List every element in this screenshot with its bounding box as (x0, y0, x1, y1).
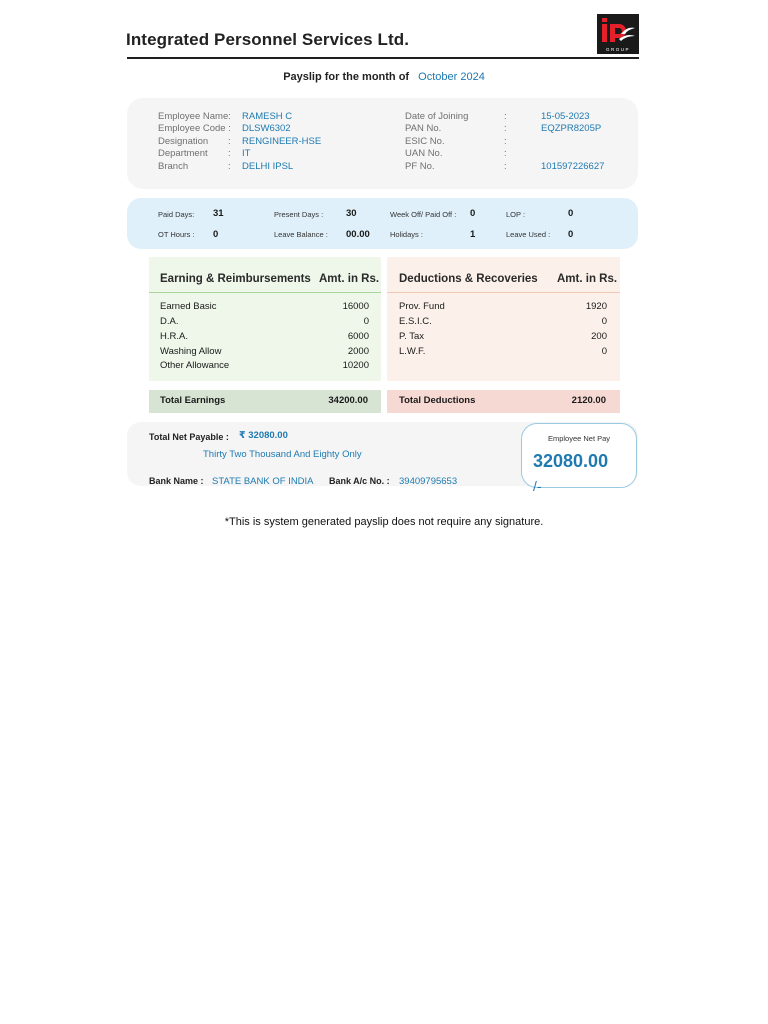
leave-balance-value: 00.00 (346, 229, 370, 240)
earnings-title: Earning & Reimbursements (160, 273, 311, 285)
earning-label: Washing Allow (160, 346, 222, 357)
company-logo (597, 14, 639, 54)
earning-amount: 10200 (342, 360, 369, 371)
deductions-amount-header: Amt. in Rs. (557, 273, 618, 285)
employee-name-label: Employee Name: (158, 111, 231, 122)
system-generated-note: *This is system generated payslip does not require any signature. (224, 516, 544, 528)
doj-colon: : (504, 111, 507, 122)
uan-colon: : (504, 148, 507, 159)
bank-account-label: Bank A/c No. : (329, 476, 390, 486)
deductions-header-divider (387, 292, 620, 293)
date-of-joining: 15-05-2023 (541, 111, 590, 122)
department: IT (242, 148, 251, 159)
bank-name-label: Bank Name : (149, 476, 204, 486)
earning-amount: 2000 (347, 346, 369, 357)
holidays-label: Holidays : (390, 230, 423, 239)
employee-net-pay-suffix: /- (533, 478, 542, 494)
total-deductions-amount: 2120.00 (571, 395, 606, 406)
earning-label: D.A. (160, 316, 179, 327)
payslip-month-line (0, 71, 768, 83)
deduction-label: Prov. Fund (399, 301, 445, 312)
esic-colon: : (504, 136, 507, 147)
designation-colon: : (228, 136, 231, 147)
branch: DELHI IPSL (242, 161, 294, 172)
designation-label: Designation (158, 136, 209, 147)
branch-colon: : (228, 161, 231, 172)
present-days-value: 30 (346, 208, 357, 219)
department-label: Department (158, 148, 208, 159)
total-earnings-bar (149, 390, 381, 413)
branch-label: Branch (158, 161, 189, 172)
leave-balance-label: Leave Balance : (274, 230, 328, 239)
payslip-label: Payslip for the month of (283, 71, 410, 83)
lop-label: LOP : (506, 210, 526, 219)
employee-net-pay-amount: 32080.00 (533, 451, 609, 471)
week-off-value: 0 (470, 208, 476, 219)
earning-amount: 16000 (342, 301, 369, 312)
attendance-card (127, 198, 638, 249)
pan-number: EQZPR8205P (541, 123, 602, 134)
total-earnings-amount: 34200.00 (328, 395, 368, 406)
net-payable-in-words: Thirty Two Thousand And Eighty Only (203, 449, 362, 460)
ot-hours-label: OT Hours : (158, 230, 195, 239)
svg-text:GROUP: GROUP (605, 47, 631, 52)
earning-label: H.R.A. (160, 331, 188, 342)
deduction-label: E.S.I.C. (399, 316, 432, 327)
esic-label: ESIC No. (405, 136, 445, 147)
company-name: Integrated Personnel Services Ltd. (126, 30, 410, 49)
net-payable-amount: ₹ 32080.00 (239, 430, 288, 441)
employee-name: RAMESH C (242, 111, 293, 122)
deduction-amount: 0 (601, 316, 607, 327)
deductions-title: Deductions & Recoveries (399, 273, 538, 285)
uan-label: UAN No. (405, 148, 443, 159)
designation: RENGINEER-HSE (242, 136, 322, 147)
deduction-label: P. Tax (399, 331, 425, 342)
lop-value: 0 (568, 208, 574, 219)
earnings-amount-header: Amt. in Rs. (319, 273, 380, 285)
bank-account-number: 39409795653 (399, 476, 458, 487)
employee-code: DLSW6302 (242, 123, 291, 134)
employee-net-pay-title: Employee Net Pay (547, 434, 611, 443)
payslip-month: October 2024 (418, 71, 485, 83)
leave-used-label: Leave Used : (506, 230, 551, 239)
doj-label: Date of Joining (405, 111, 469, 122)
pan-colon: : (504, 123, 507, 134)
pf-label: PF No. (405, 161, 435, 172)
ot-hours-value: 0 (213, 229, 219, 240)
total-deductions-bar (387, 390, 620, 413)
deduction-label: L.W.F. (399, 346, 426, 357)
net-payable-label: Total Net Payable : (149, 432, 229, 442)
deduction-amount: 1920 (585, 301, 607, 312)
earning-label: Earned Basic (160, 301, 217, 312)
pf-number: 101597226627 (541, 161, 605, 172)
paid-days-label: Paid Days: (158, 210, 195, 219)
total-deductions-label: Total Deductions (399, 395, 476, 406)
employee-code-label: Employee Code : (158, 123, 231, 134)
pan-label: PAN No. (405, 123, 442, 134)
holidays-value: 1 (470, 229, 476, 240)
department-colon: : (228, 148, 231, 159)
present-days-label: Present Days : (274, 210, 324, 219)
earning-label: Other Allowance (160, 360, 230, 371)
bank-name: STATE BANK OF INDIA (212, 476, 314, 487)
leave-used-value: 0 (568, 229, 574, 240)
earning-amount: 6000 (347, 331, 369, 342)
deduction-amount: 200 (591, 331, 607, 342)
week-off-label: Week Off/ Paid Off : (390, 210, 457, 219)
earning-amount: 0 (363, 316, 369, 327)
employee-name-row (158, 111, 231, 123)
deduction-amount: 0 (601, 346, 607, 357)
pf-colon: : (504, 161, 507, 172)
total-earnings-label: Total Earnings (160, 395, 226, 406)
earnings-header-divider (149, 292, 381, 293)
paid-days-value: 31 (213, 208, 224, 219)
header-divider (127, 57, 639, 59)
